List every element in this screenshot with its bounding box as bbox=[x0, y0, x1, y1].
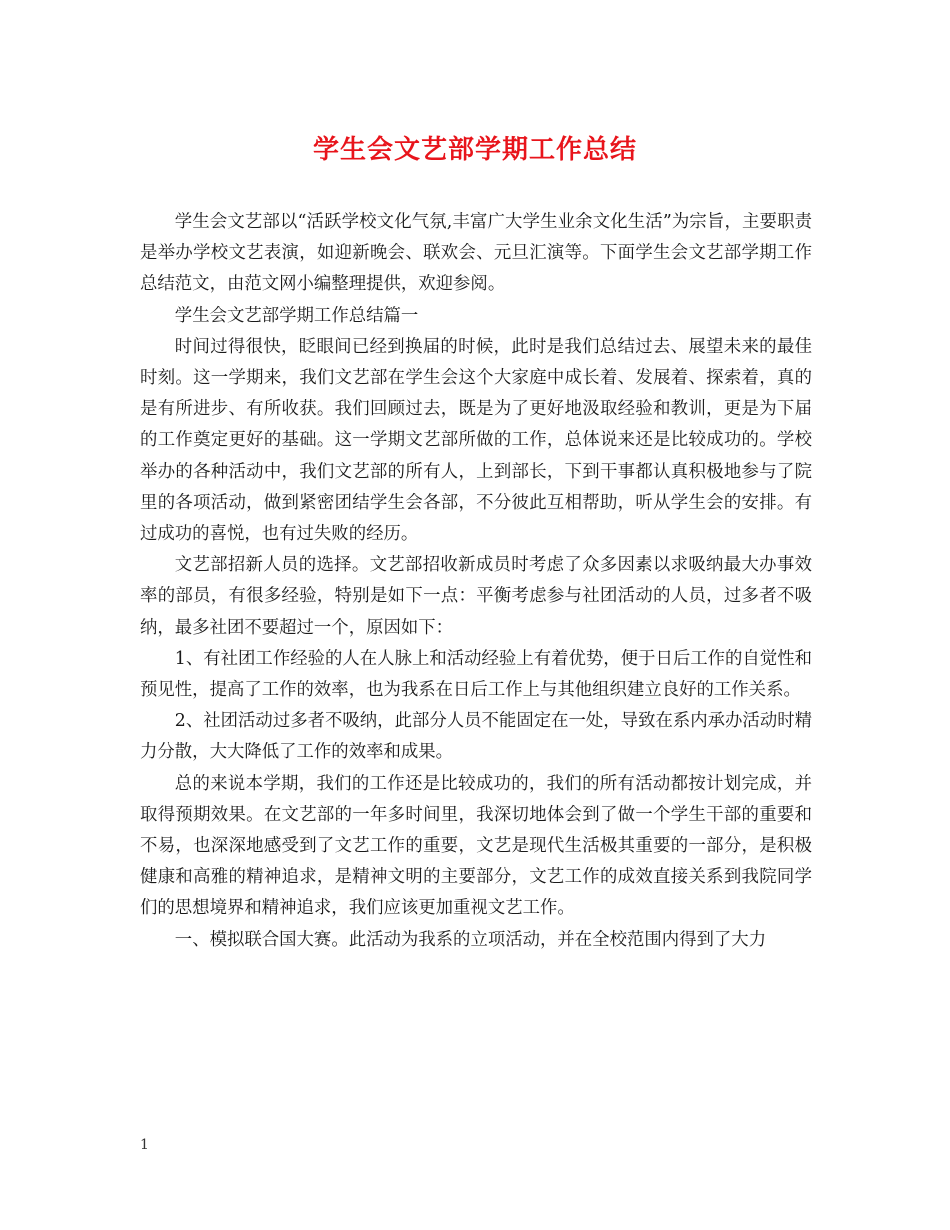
paragraph-recruitment: 文艺部招新人员的选择。文艺部招收新成员时考虑了众多因素以求吸纳最大办事效率的部员，有很多经验，特别是如下一点：平衡考虑参与社团活动的人员，过多者不吸纳，最多社团不要超过一个，原因如下： bbox=[140, 555, 812, 638]
document-body bbox=[140, 207, 812, 956]
document-title: 学生会文艺部学期工作总结 bbox=[312, 135, 637, 165]
paragraph-reason-1: 1、有社团工作经验的人在人脉上和活动经验上有着优势，便于日后工作的自觉性和预见性，提高了工作的效率，也为我系在日后工作上与其他组织建立良好的工作关系。 bbox=[140, 648, 812, 701]
paragraph-reason-2: 2、社团活动过多者不吸纳，此部分人员不能固定在一处，导致在系内承办活动时精力分散，大大降低了工作的效率和成果。 bbox=[140, 711, 812, 763]
page-number: 1 bbox=[140, 1137, 149, 1153]
paragraph-item-1: 一、模拟联合国大赛。此活动为我系的立项活动，并在全校范围内得到了大力 bbox=[174, 929, 767, 950]
paragraph-intro: 学生会文艺部以“活跃学校文化气氛,丰富广大学生业余文化生活”为宗旨，主要职责是举办学校文艺表演，如迎新晚会、联欢会、元旦汇演等。下面学生会文艺部学期工作总结范文，由范文网小编整理提供，欢迎参阅。 bbox=[140, 212, 812, 295]
paragraph-review: 时间过得很快，眨眼间已经到换届的时候，此时是我们总结过去、展望未来的最佳时刻。这一学期来，我们文艺部在学生会这个大家庭中成长着、发展着、探索着，真的是有所进步、有所收获。我们回顾过去，既是为了更好地汲取经验和教训，更是为下届的工作奠定更好的基础。这一学期文艺部所做的工作，总体说来还是比较成功的。学校举办的各种活动中，我们文艺部的所有人，上到部长，下到干事都认真积极地参与了院里的各项活动，做到紧密团结学生会各部，不分彼此互相帮助，听从学生会的安排。有过成功的喜悦，也有过失败的经历。 bbox=[140, 336, 812, 545]
paragraph-summary: 总的来说本学期，我们的工作还是比较成功的，我们的所有活动都按计划完成，并取得预期效果。在文艺部的一年多时间里，我深切地体会到了做一个学生干部的重要和不易，也深深地感受到了文艺工作的重要，文艺是现代生活极其重要的一部分，是积极健康和高雅的精神追求，是精神文明的主要部分，文艺工作的成效直接关系到我院同学们的思想境界和精神追求，我们应该更加重视文艺工作。 bbox=[140, 773, 812, 919]
paragraph-section-heading: 学生会文艺部学期工作总结篇一 bbox=[174, 305, 419, 326]
